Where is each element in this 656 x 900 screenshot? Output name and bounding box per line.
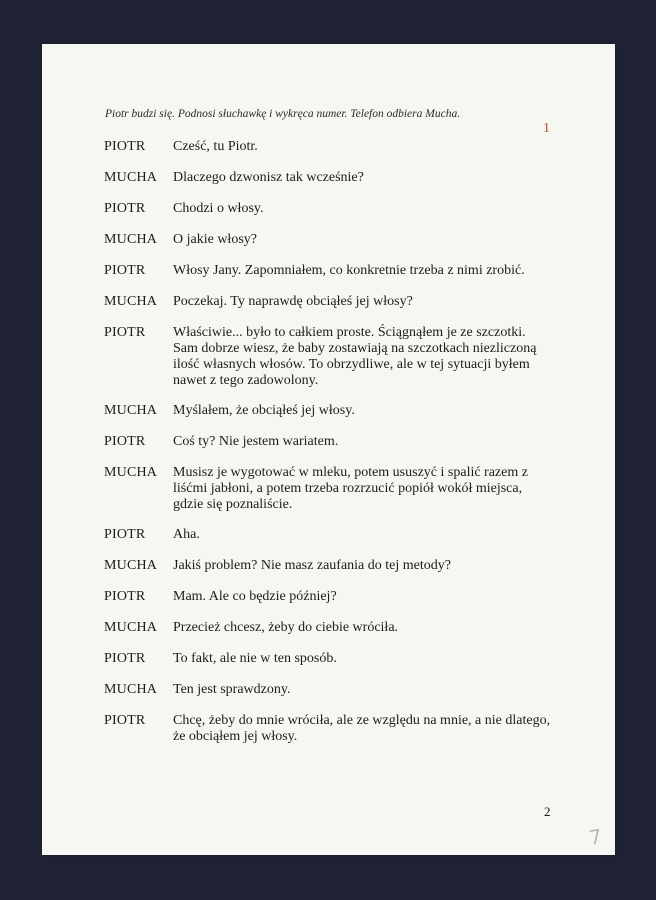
speaker-name: MUCHA [104,232,158,247]
speech-text: Właściwie... było to całkiem proste. Ściągnąłem je ze szczotki. Sam dobrze wiesz, że baby zostawiają na szczotkach niezliczoną ilość własnych włosów. To obrzydliwe, ale w tej sytuacji byłem nawet z tego zadowolony. [173,325,537,388]
speech-text: Jakiś problem? Nie masz zaufania do tej metody? [173,558,451,573]
speaker-name: PIOTR [104,139,146,154]
margin-mark: 1 [543,121,550,136]
speech-text: Aha. [173,527,200,542]
speech-text: Musisz je wygotować w mleku, potem ususzyć i spalić razem z liśćmi jabłoni, a potem trzeba rozrzucić popiół wokół miejsca, gdzie się poznaliście. [173,465,528,512]
speech-text: Poczekaj. Ty naprawdę obciąłeś jej włosy? [173,294,413,309]
speaker-name: PIOTR [104,651,146,666]
speech-text: To fakt, ale nie w ten sposób. [173,651,337,666]
speech-text: Mam. Ale co będzie później? [173,589,337,604]
speaker-name: MUCHA [104,465,158,480]
speaker-name: MUCHA [104,294,158,309]
speech-text: Ten jest sprawdzony. [173,682,291,697]
speaker-name: MUCHA [104,403,158,418]
speaker-name: PIOTR [104,325,146,340]
speech-text: Coś ty? Nie jestem wariatem. [173,434,339,449]
speaker-name: PIOTR [104,527,146,542]
page-number: 2 [544,804,551,819]
speech-text: Chcę, żeby do mnie wróciła, ale ze względu na mnie, a nie dlatego, że obciąłem jej włosy. [173,713,551,744]
speech-text: Włosy Jany. Zapomniałem, co konkretnie trzeba z nimi zrobić. [173,263,525,278]
speaker-name: PIOTR [104,589,146,604]
speaker-name: PIOTR [104,434,146,449]
speech-text: Dlaczego dzwonisz tak wcześnie? [173,170,364,185]
speech-text: Przecież chcesz, żeby do ciebie wróciła. [173,620,399,635]
speaker-name: PIOTR [104,713,146,728]
speech-text: Myślałem, że obciąłeś jej włosy. [173,403,355,418]
speaker-name: MUCHA [104,682,158,697]
speaker-name: MUCHA [104,620,158,635]
speech-text: Chodzi o włosy. [173,201,264,216]
corner-mark: 7 [587,824,604,850]
speaker-name: MUCHA [104,170,158,185]
speaker-name: PIOTR [104,263,146,278]
speaker-name: PIOTR [104,201,146,216]
speaker-name: MUCHA [104,558,158,573]
stage-direction: Piotr budzi się. Podnosi słuchawkę i wykręca numer. Telefon odbiera Mucha. [105,108,461,120]
script-page [42,44,615,855]
speech-text: O jakie włosy? [173,232,257,247]
speech-text: Cześć, tu Piotr. [173,139,258,154]
